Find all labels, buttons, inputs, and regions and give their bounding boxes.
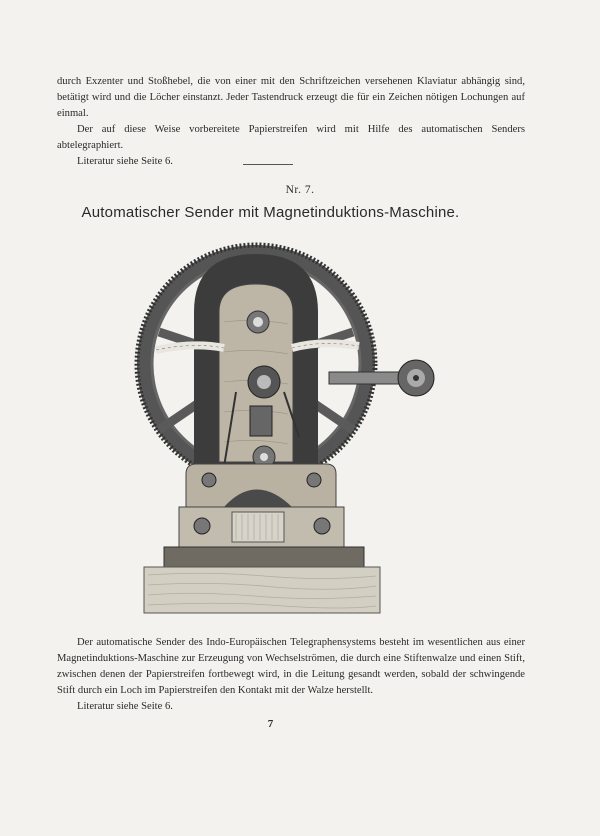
- section-title: Automatischer Sender mit Magnetinduktions-Maschine.: [81, 204, 460, 221]
- second-paragraph: Der auf diese Weise vorbereitete Papierstreifen wird mit Hilfe des automatischen Senders abtelegraphiert.: [57, 123, 525, 151]
- bottom-paragraph: Der automatische Sender des Indo-Europäischen Telegraphensystems besteht im wesentlichen aus einer Magnetinduktions-Maschine zur Erzeugung von Wechselströmen, die durch eine Stiftenwalze und einen Stift, zwischen denen der Papierstreifen fortbewegt wird, in die Leitung gesandt werden, sobald der schwingende Stift durch ein Loch im Papierstreifen den Kontakt mit der Walze herstellt.: [57, 636, 525, 696]
- section-number: Nr. 7.: [285, 184, 315, 196]
- contact-block: [250, 406, 272, 436]
- page-number: 7: [267, 718, 274, 730]
- wooden-base: [144, 567, 380, 613]
- paper-strip-left: [156, 345, 224, 350]
- top-paragraph: durch Exzenter und Stoßhebel, die von einer mit den Schriftzeichen versehenen Klaviatur abhängig sind, betätigt wird und die Löcher einstanzt. Jeder Tastendruck erzeugt die für ein Zeichen nötigen Lochungen auf einmal.: [57, 75, 525, 119]
- paper-strip-right: [292, 343, 359, 348]
- literature-reference-top: Literatur siehe Seite 6.: [77, 155, 173, 167]
- literature-reference-bottom: Literatur siehe Seite 6.: [77, 700, 173, 712]
- base-plinth: [164, 547, 364, 567]
- drive-shaft: [329, 372, 399, 384]
- section-divider: [243, 164, 293, 165]
- machine-illustration: [124, 242, 442, 617]
